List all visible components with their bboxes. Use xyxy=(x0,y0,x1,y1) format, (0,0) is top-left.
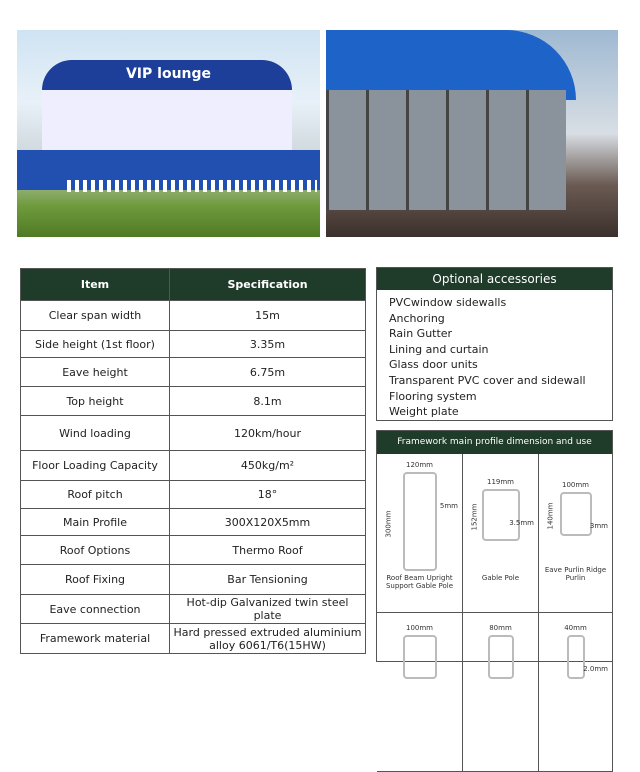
profile-width: 100mm xyxy=(562,481,589,489)
item-label: Top height xyxy=(21,387,170,416)
accessory-item: PVCwindow sidewalls xyxy=(389,296,507,309)
col-item: Item xyxy=(21,269,170,301)
spec-value: 8.1m xyxy=(170,387,366,416)
profile-section-shape xyxy=(403,472,437,571)
profile-cell xyxy=(539,454,613,613)
item-label: Roof pitch xyxy=(21,481,170,509)
spec-value: Hard pressed extruded aluminium alloy 6061/T6(15HW) xyxy=(170,624,366,654)
table-row xyxy=(21,301,366,331)
profile-thickness: 3.5mm xyxy=(509,519,534,527)
profile-height: 140mm xyxy=(546,502,555,530)
profile-section-shape xyxy=(403,635,437,679)
item-label: Roof Options xyxy=(21,536,170,565)
table-row xyxy=(21,451,366,481)
item-label: Floor Loading Capacity xyxy=(21,451,170,481)
item-label: Main Profile xyxy=(21,509,170,536)
table-row xyxy=(21,509,366,536)
spec-value: 6.75m xyxy=(170,358,366,387)
profile-width: 40mm xyxy=(564,624,587,632)
profile-section-shape xyxy=(560,492,592,536)
accessory-item: Weight plate xyxy=(389,405,459,419)
tent-interior-photo xyxy=(326,30,618,237)
item-label: Clear span width xyxy=(21,301,170,331)
table-row xyxy=(21,624,366,654)
spec-table xyxy=(20,268,366,654)
profile-width: 80mm xyxy=(489,624,512,632)
vip-lounge-photo xyxy=(17,30,320,237)
profile-thickness: 5mm xyxy=(439,502,458,510)
spec-value: Bar Tensioning xyxy=(170,565,366,595)
accessories-box xyxy=(376,267,613,421)
item-label: Framework material xyxy=(21,624,170,654)
col-spec: Specification xyxy=(170,269,366,301)
profile-cell xyxy=(377,454,463,613)
spec-value: 120km/hour xyxy=(170,416,366,451)
accessory-item: Transparent PVC cover and sidewall xyxy=(389,373,586,387)
table-row xyxy=(21,331,366,358)
profile-section-shape xyxy=(488,635,514,679)
table-row xyxy=(21,387,366,416)
spec-value: 450kg/m² xyxy=(170,451,366,481)
item-label: Eave height xyxy=(21,358,170,387)
table-row xyxy=(21,358,366,387)
spec-value: 300X120X5mm xyxy=(170,509,366,536)
profile-thickness: 2.0mm xyxy=(583,665,608,673)
profile-cell xyxy=(463,454,539,613)
table-row xyxy=(21,536,366,565)
table-row xyxy=(21,595,366,624)
profile-section-shape xyxy=(567,635,585,679)
accessory-item: Lining and curtain xyxy=(389,342,489,356)
spec-value: 18° xyxy=(170,481,366,509)
profile-use: Gable Pole xyxy=(481,574,520,582)
vip-sign: VIP lounge xyxy=(125,66,212,82)
accessory-item: Glass door units xyxy=(389,358,478,372)
profile-cell xyxy=(463,613,539,772)
accessories-title: Optional accessories xyxy=(377,268,612,290)
spec-value: Thermo Roof xyxy=(170,536,366,565)
framework-title: Framework main profile dimension and use xyxy=(377,431,613,454)
spec-value: Hot-dip Galvanized twin steel plate xyxy=(170,595,366,624)
profile-width: 119mm xyxy=(487,478,514,486)
accessory-item: Rain Gutter xyxy=(389,327,453,341)
profile-section-shape xyxy=(482,489,520,541)
profile-width: 100mm xyxy=(406,624,433,632)
item-label: Eave connection xyxy=(21,595,170,624)
spec-value: 15m xyxy=(170,301,366,331)
profile-use: Roof Beam Upright Support Gable Pole xyxy=(385,574,454,590)
profile-width: 120mm xyxy=(406,461,433,469)
profile-thickness: 3mm xyxy=(589,522,608,530)
accessory-item: Anchoring xyxy=(389,311,445,325)
item-label: Wind loading xyxy=(21,416,170,451)
profile-height: 300mm xyxy=(384,510,393,537)
table-row xyxy=(21,416,366,451)
profile-use: Eave Purlin Ridge Purlin xyxy=(544,566,607,582)
item-label: Roof Fixing xyxy=(21,565,170,595)
framework-box xyxy=(376,430,613,673)
table-row xyxy=(21,481,366,509)
table-row xyxy=(21,565,366,595)
spec-value: 3.35m xyxy=(170,331,366,358)
profile-cell xyxy=(539,613,613,772)
accessory-item: Flooring system xyxy=(389,389,477,403)
item-label: Side height (1st floor) xyxy=(21,331,170,358)
profile-cell xyxy=(377,613,463,772)
profile-height: 152mm xyxy=(470,503,479,531)
